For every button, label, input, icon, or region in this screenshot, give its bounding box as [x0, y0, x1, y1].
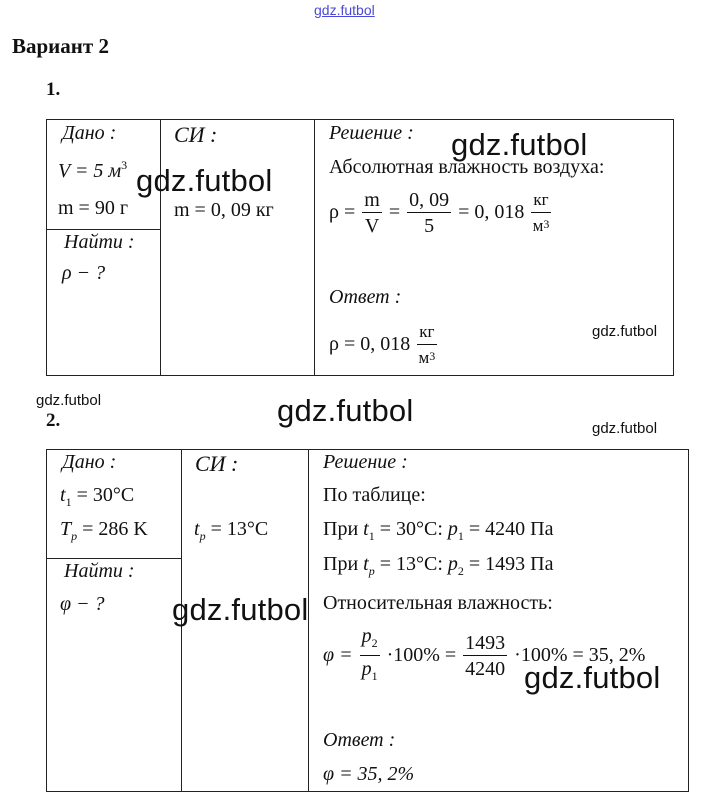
- problem2-divider-find: [46, 558, 181, 559]
- problem1-si-header: СИ :: [174, 122, 218, 147]
- problem2-line-tp: При $t_p = 13^\circ C$: $p_2 = 1493$ Па: [323, 553, 554, 578]
- problem1-divider-given: [160, 119, 161, 376]
- watermark-text: gdz.futbol: [592, 323, 658, 340]
- problem2-line-t1: При $t_1 = 30^\circ C$: $p_1 = 4240$ Па: [323, 518, 554, 543]
- problem1-find-header: Найти :: [64, 231, 135, 253]
- problem2-given-t1: $t_1 = 30^\circ C$: [60, 484, 135, 509]
- problem2-line-table: По таблице:: [323, 484, 426, 506]
- problem2-number: 2.: [46, 410, 61, 431]
- problem2-si-value: $t_p = 13^\circ C$: [194, 518, 269, 543]
- watermark-text: gdz.futbol: [524, 660, 661, 695]
- problem1-divider-find: [46, 229, 160, 230]
- problem1-number: 1.: [46, 79, 61, 100]
- watermark-text: gdz.futbol: [136, 163, 273, 198]
- problem2-given-tp: $T_p = 286$ K: [60, 518, 148, 543]
- page-title: Вариант 2: [12, 34, 109, 58]
- watermark-text: gdz.futbol: [277, 393, 414, 428]
- problem2-line-relative: Относительная влажность:: [323, 592, 553, 614]
- problem2-answer-header: Ответ :: [323, 729, 396, 751]
- watermark-text: gdz.futbol: [36, 392, 102, 409]
- problem1-answer-header: Ответ :: [329, 286, 402, 308]
- problem2-given-header: Дано :: [62, 451, 117, 473]
- watermark-top-link[interactable]: gdz.futbol: [314, 2, 375, 18]
- problem1-formula: ρ = $\frac{m}{V}$ = $\frac{0, 09}{5}$ = 0, 018 $\frac{кг}{м^3}$: [329, 189, 550, 237]
- problem1-given-volume: V = 5 $м^3$: [58, 158, 128, 182]
- problem2-find-value: φ − ?: [60, 593, 105, 615]
- problem1-find-value: ρ − ?: [62, 262, 106, 284]
- problem2-answer: φ = 35, 2%: [323, 763, 415, 785]
- problem2-find-header: Найти :: [64, 560, 135, 582]
- problem2-solution-header: Решение :: [323, 451, 408, 473]
- problem1-si-value: m = 0, 09 кг: [174, 199, 274, 221]
- watermark-text: gdz.futbol: [451, 127, 588, 162]
- problem1-given-header: Дано :: [62, 122, 117, 144]
- problem1-answer: ρ = 0, 018 $\frac{кг}{м^3}$: [329, 322, 436, 367]
- watermark-text: gdz.futbol: [592, 420, 658, 437]
- problem2-si-header: СИ :: [195, 451, 239, 476]
- watermark-text: gdz.futbol: [172, 592, 309, 627]
- problem1-given-mass: m = 90 г: [58, 197, 129, 219]
- problem1-divider-si: [314, 119, 315, 376]
- problem2-formula: φ = $\frac{p_2}{p_1}$ ·100% = $\frac{1493}{4240}$ ·100% = 35, 2%: [323, 625, 646, 683]
- problem1-solution-header: Решение :: [329, 122, 414, 144]
- problem1-solution-text: Абсолютная влажность воздуха:: [329, 156, 605, 178]
